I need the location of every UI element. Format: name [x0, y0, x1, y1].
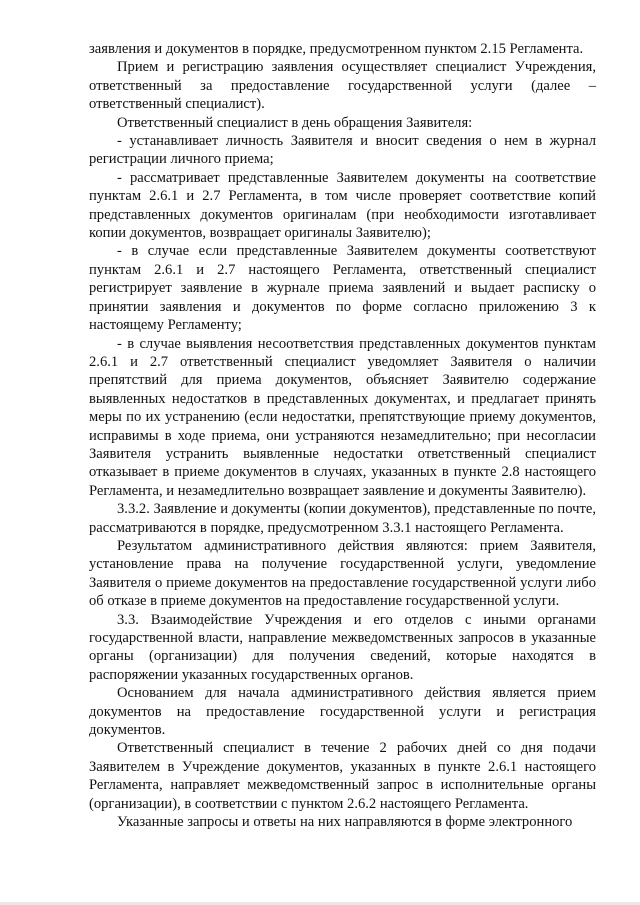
list-item-identity: - устанавливает личность Заявителя и вносит сведения о нем в журнал регистрации личного приема; — [89, 133, 596, 168]
paragraph-electronic: Указанные запросы и ответы на них направляются в форме электронного — [117, 814, 573, 831]
paragraph-continuation: заявления и документов в порядке, предусмотренном пунктом 2.15 Регламента. — [89, 41, 584, 57]
list-item-nonconformity: - в случае выявления несоответствия представленных документов пунктам 2.6.1 и 2.7 ответственный специалист уведомляет Заявителя о наличии препятствий для приема документов, объясняет Заявителю содержание выявленных недостатков в представленных документах, и предлагает принять меры по их устранению (если недостатки, препятствующие приему документов, исправимы в ходе приема, они устраняются незамедлительно; при несогласии Заявителя устранить выявленные недостатки ответственный специалист отказывает в приеме документов в случаях, указанных в пункте 2.8 настоящего Регламента, и незамедлительно возвращает заявление и документы Заявителю). — [89, 335, 596, 499]
paragraph-3-3-2: 3.3.2. Заявление и документы (копии документов), представленные по почте, рассматриваются в порядке, предусмотренном 3.3.1 настоящего Регламента. — [89, 501, 596, 536]
list-item-review: - рассматривает представленные Заявителем документы на соответствие пунктам 2.6.1 и 2.7 Регламента, в том числе проверяет соответствие копий представленных документов оригиналам (при необходимости изготавливает копии документов, возвращает оригиналы Заявителю); — [89, 169, 596, 242]
paragraph-3-3: 3.3. Взаимодействие Учреждения и его отделов с иными органами государственной власти, направление межведомственных запросов в указанные органы (организации) для получения сведений, которые находятся в распоряжении указанных государственных органов. — [89, 611, 596, 683]
paragraph-request: Ответственный специалист в течение 2 рабочих дней со дня подачи Заявителем в Учреждение документов, указанных в пункте 2.6.1 настоящего Регламента, направляет межведомственный запрос в исполнительные органы (организации), в соответствии с пунктом 2.6.2 настоящего Регламента. — [89, 740, 596, 812]
paragraph-result: Результатом административного действия являются: прием Заявителя, установление права на получение государственной услуги, уведомление Заявителя о приеме документов на предоставление государственной услуги либо об отказе в приеме документов на предоставление государственной услуги. — [89, 537, 596, 610]
list-item-conformity: - в случае если представленные Заявителем документы соответствуют пунктам 2.6.1 и 2.7 настоящего Регламента, ответственный специалист регистрирует заявление в журнале приема заявлений и выдает расписку о принятии заявления и документов по форме согласно приложению 3 к настоящему Регламенту; — [89, 243, 596, 334]
paragraph-specialist-duties: Ответственный специалист в день обращения Заявителя: — [117, 114, 473, 131]
paragraph-basis: Основанием для начала административного действия является прием документов на предоставление государственной услуги и регистрация документов. — [89, 685, 596, 739]
paragraph-registration: Прием и регистрацию заявления осуществляет специалист Учреждения, ответственный за предоставление государственной услуги (далее – ответственный специалист). — [89, 59, 596, 113]
